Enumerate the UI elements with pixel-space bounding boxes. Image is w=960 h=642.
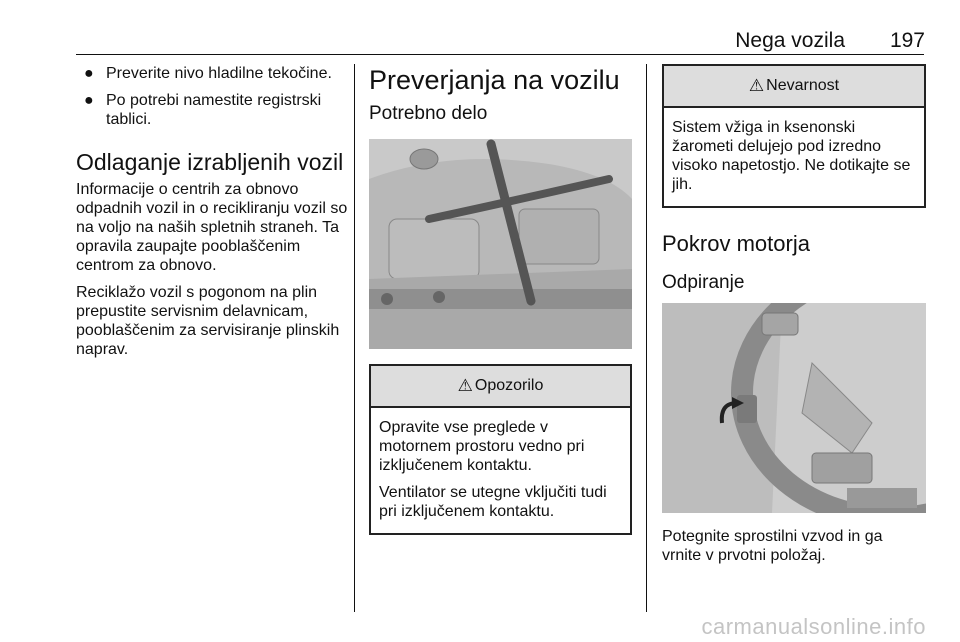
paragraph: Reciklažo vozil s pogonom na plin prepustite servisnim delavnicam, pooblaščenim za servisiranje plinskih naprav.: [76, 284, 340, 358]
column-divider-2: [646, 64, 647, 612]
column-3: [662, 64, 926, 573]
danger-box-header: ⚠ Nevarnost: [664, 66, 924, 108]
subheading: Odpiranje: [662, 272, 745, 293]
warning-triangle-icon: ⚠: [457, 376, 473, 395]
column-1: [76, 64, 348, 367]
bullet-dot-icon: ●: [84, 65, 94, 82]
section-heading: Odlaganje izrabljenih vozil: [76, 149, 344, 175]
paragraph: Ventilator se utegne vključiti tudi pri izključenem kontaktu.: [379, 484, 607, 520]
page-heading: Preverjanja na vozilu: [369, 65, 620, 95]
image-caption: Potegnite sprostilni vzvod in ga vrnite v prvotni položaj.: [662, 528, 883, 564]
header-rule: [76, 54, 924, 55]
bullet-item: ● Preverite nivo hladilne tekočine.: [84, 65, 332, 82]
warning-triangle-icon: ⚠: [748, 76, 765, 95]
paragraph: Informacije o centrih za obnovo odpadnih vozil in o recikliranju vozil so na voljo na naših spletnih straneh. Ta opravila zaupajte pooblaščenim centrom za obnovo.: [76, 181, 348, 274]
paragraph: Opravite vse preglede v motornem prostoru vedno pri izključenem kontaktu.: [379, 419, 585, 474]
paragraph: Sistem vžiga in ksenonski žarometi delujejo pod izredno visoko napetostjo. Ne dotikajte se jih.: [672, 119, 911, 193]
engine-bay-illustration: [369, 139, 632, 349]
page-number: 197: [889, 29, 925, 52]
bullet-dot-icon: ●: [84, 92, 94, 109]
column-2: [369, 64, 632, 535]
watermark: carmanualsonline.info: [701, 614, 926, 639]
subheading: Potrebno delo: [369, 103, 488, 124]
warning-box-header: ⚠ Opozorilo: [371, 366, 630, 408]
danger-box: [662, 64, 926, 208]
section-heading: Pokrov motorja: [662, 231, 810, 256]
column-divider-1: [354, 64, 355, 612]
running-header-title: Nega vozila: [735, 29, 845, 52]
warning-box-body: [371, 408, 630, 533]
bullet-item: ● Po potrebi namestite registrski tablici.: [84, 92, 322, 128]
danger-box-body: [664, 108, 924, 206]
hood-release-lever-illustration: [662, 303, 926, 513]
warning-box: [369, 364, 632, 535]
